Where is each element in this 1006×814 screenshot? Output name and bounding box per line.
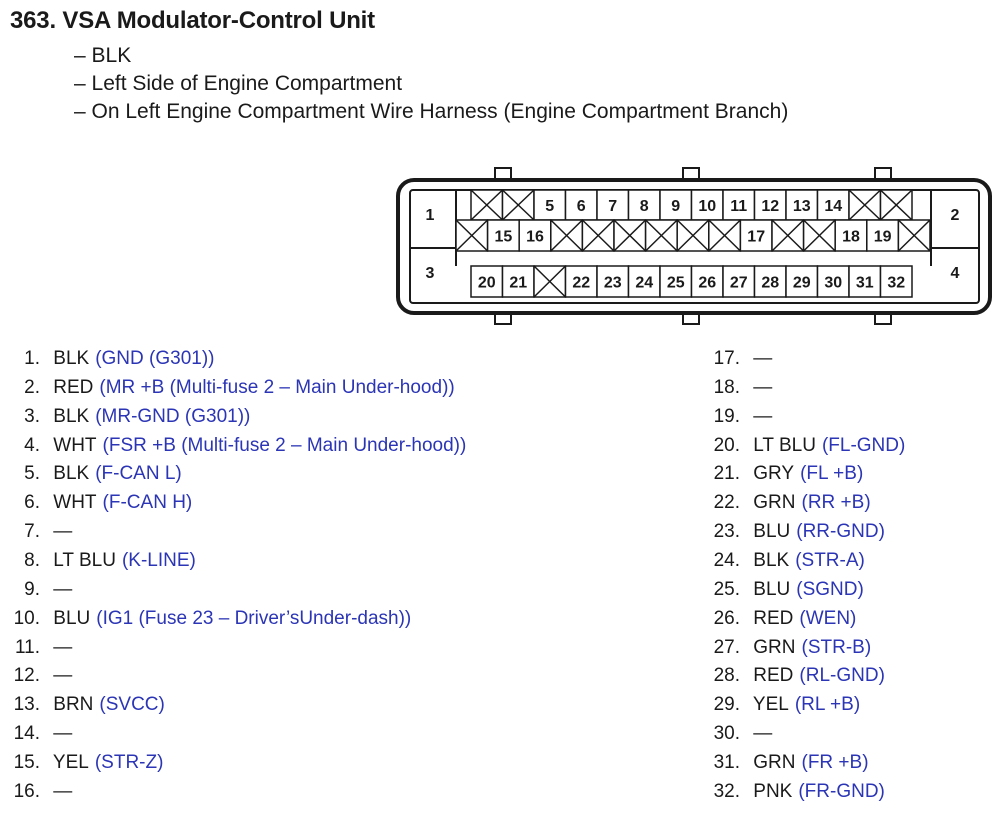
connector-number: 363. (10, 7, 56, 34)
pin-entry (700, 579, 864, 601)
wire-color: GRY (748, 463, 795, 485)
pin-function: (FSR +B (Multi-fuse 2 – Main Under-hood)) (102, 434, 467, 456)
pin-function: (FR-GND) (798, 780, 885, 802)
wire-color: — (48, 636, 73, 658)
wire-color: GRN (748, 492, 796, 514)
connector-diagram (0, 0, 1006, 330)
pin-entry (0, 406, 250, 428)
wire-color: — (48, 723, 73, 745)
pin-number: 5. (24, 463, 40, 485)
pin-label-6: 6 (576, 198, 586, 215)
pin-label-4: 4 (950, 265, 960, 282)
pin-number: 18. (713, 376, 740, 398)
pin-entry (0, 463, 182, 485)
pin-entry (0, 637, 72, 659)
pin-label-16: 16 (526, 228, 544, 246)
pin-number: 20. (713, 434, 740, 456)
pin-entry (700, 637, 871, 659)
pin-number: 13. (13, 694, 40, 716)
wire-color: YEL (748, 694, 789, 716)
pin-label-14: 14 (824, 198, 843, 215)
pin-function: (FL +B) (800, 463, 864, 485)
pin-entry (0, 377, 455, 399)
pin-label-2: 2 (950, 207, 960, 224)
pin-entry (700, 781, 885, 803)
pin-number: 1. (24, 348, 40, 369)
pin-label-31: 31 (855, 274, 874, 292)
wire-color: BRN (48, 694, 94, 716)
pin-label-15: 15 (494, 228, 513, 246)
wire-color: — (748, 405, 773, 427)
pin-label-24: 24 (635, 274, 654, 292)
pin-function: (FL-GND) (821, 434, 906, 456)
wire-color: BLU (748, 521, 791, 543)
pin-number: 9. (24, 578, 40, 600)
pin-label-22: 22 (572, 274, 591, 292)
wire-color: WHT (48, 492, 97, 514)
pin-entry (700, 723, 772, 745)
pin-label-7: 7 (608, 198, 618, 215)
pin-entry (700, 550, 865, 572)
pin-function: (MR-GND (G301)) (95, 405, 251, 427)
pin-entry (0, 579, 72, 601)
pin-number: 16. (13, 780, 40, 802)
pin-function: (STR-B) (801, 636, 872, 658)
pin-function: (SVCC) (99, 694, 165, 716)
pin-function: (MR +B (Multi-fuse 2 – Main Under-hood)) (99, 376, 455, 398)
wire-color: — (48, 780, 73, 802)
pin-number: 25. (713, 578, 740, 600)
pin-number: 3. (24, 405, 40, 427)
pin-number: 12. (13, 665, 40, 687)
pin-label-21: 21 (509, 274, 528, 292)
wire-color: BLK (48, 463, 90, 485)
wire-color: GRN (748, 751, 796, 773)
pin-entry (0, 665, 72, 687)
pin-number: 17. (713, 348, 740, 369)
pin-number: 19. (713, 405, 740, 427)
pin-entry (700, 694, 860, 716)
pin-entry (700, 406, 772, 428)
pin-function: (RR-GND) (796, 521, 885, 543)
pin-label-26: 26 (698, 274, 717, 292)
pin-label-18: 18 (842, 228, 860, 246)
pin-number: 14. (13, 723, 40, 745)
pin-entry (700, 435, 905, 457)
pin-label-27: 27 (729, 274, 748, 292)
wire-color: BLK (748, 549, 790, 571)
pin-label-3: 3 (425, 265, 435, 282)
pin-entry (0, 550, 196, 572)
pin-label-23: 23 (603, 274, 622, 292)
pin-entry (0, 694, 165, 716)
pin-entry (0, 781, 72, 803)
pin-entry (700, 377, 772, 399)
pin-number: 11. (14, 636, 40, 658)
pin-label-9: 9 (671, 198, 681, 215)
pin-number: 6. (24, 492, 40, 514)
pin-number: 15. (13, 751, 40, 773)
pin-label-13: 13 (792, 198, 811, 215)
pin-label-29: 29 (792, 274, 811, 292)
wire-color: — (748, 376, 773, 398)
wire-color: — (748, 723, 773, 745)
pin-number: 8. (24, 549, 40, 571)
pin-number: 22. (713, 492, 740, 514)
pin-number: 29. (713, 694, 740, 716)
pin-entry (0, 435, 466, 457)
pin-function: (RL +B) (794, 694, 861, 716)
pin-entry (700, 608, 856, 630)
pin-number: 4. (24, 434, 40, 456)
detail-line-location: – Left Side of Engine Compartment (74, 72, 403, 95)
pin-entry (0, 492, 192, 514)
pin-label-19: 19 (873, 228, 892, 246)
wire-color: YEL (48, 751, 89, 773)
wire-color: BLK (48, 348, 90, 369)
pin-entry (0, 608, 411, 630)
pin-label-1: 1 (425, 207, 435, 224)
pin-number: 28. (713, 665, 740, 687)
pin-number: 32. (713, 780, 740, 802)
pin-label-20: 20 (477, 274, 496, 292)
pin-function: (F-CAN L) (95, 463, 182, 485)
pin-function: (SGND) (796, 578, 864, 600)
pin-function: (F-CAN H) (102, 492, 193, 514)
pin-entry (700, 665, 885, 687)
pin-number: 31. (713, 751, 740, 773)
pin-function: (WEN) (799, 607, 857, 629)
pin-label-11: 11 (730, 198, 748, 215)
pin-label-8: 8 (639, 198, 649, 215)
pin-label-28: 28 (761, 274, 780, 292)
pin-entry (700, 463, 863, 485)
wire-color: — (748, 348, 773, 369)
wire-color: — (48, 665, 73, 687)
pin-function: (IG1 (Fuse 23 – Driver’sUnder-dash)) (96, 607, 412, 629)
pin-entry (0, 521, 72, 543)
pin-label-32: 32 (887, 274, 906, 292)
wire-color: WHT (48, 434, 97, 456)
pin-number: 30. (713, 723, 740, 745)
pin-number: 2. (24, 376, 40, 398)
wire-color: — (48, 521, 73, 543)
pin-label-12: 12 (761, 198, 780, 215)
pin-function: (FR +B) (801, 751, 869, 773)
wire-color: PNK (748, 780, 793, 802)
wire-color: RED (748, 665, 794, 687)
pin-label-5: 5 (545, 198, 555, 215)
wire-color: BLU (748, 578, 791, 600)
pin-entry (0, 348, 215, 370)
pin-entry (700, 752, 869, 774)
pin-function: (STR-A) (795, 549, 865, 571)
pin-number: 27. (713, 636, 740, 658)
wire-color: LT BLU (748, 434, 816, 456)
pin-number: 7. (24, 521, 40, 543)
pin-label-30: 30 (824, 274, 843, 292)
pin-label-17: 17 (747, 228, 766, 246)
wire-color: RED (48, 376, 94, 398)
pin-number: 23. (713, 521, 740, 543)
pin-entry (700, 348, 772, 370)
pin-function: (K-LINE) (121, 549, 196, 571)
pin-label-25: 25 (666, 274, 685, 292)
pin-number: 21. (713, 463, 740, 485)
wire-color: BLK (48, 405, 90, 427)
pin-entry (700, 521, 885, 543)
wire-color: BLU (48, 607, 91, 629)
pin-entry (0, 723, 72, 745)
detail-line-color: – BLK (74, 44, 132, 67)
pin-function: (RR +B) (801, 492, 871, 514)
pin-entry (700, 492, 871, 514)
wire-color: GRN (748, 636, 796, 658)
pin-label-10: 10 (698, 198, 717, 215)
pin-function: (GND (G301)) (95, 348, 215, 369)
detail-line-harness: – On Left Engine Compartment Wire Harness (Engine Compartment Branch) (74, 100, 789, 123)
pin-function: (RL-GND) (799, 665, 885, 687)
pin-function: (STR-Z) (94, 751, 164, 773)
wire-color: LT BLU (48, 549, 116, 571)
wire-color: — (48, 578, 73, 600)
wire-color: RED (748, 607, 794, 629)
pin-entry (0, 752, 163, 774)
pin-number: 10. (13, 607, 40, 629)
pin-number: 26. (713, 607, 740, 629)
pin-number: 24. (713, 549, 740, 571)
connector-title: VSA Modulator-Control Unit (62, 7, 375, 34)
